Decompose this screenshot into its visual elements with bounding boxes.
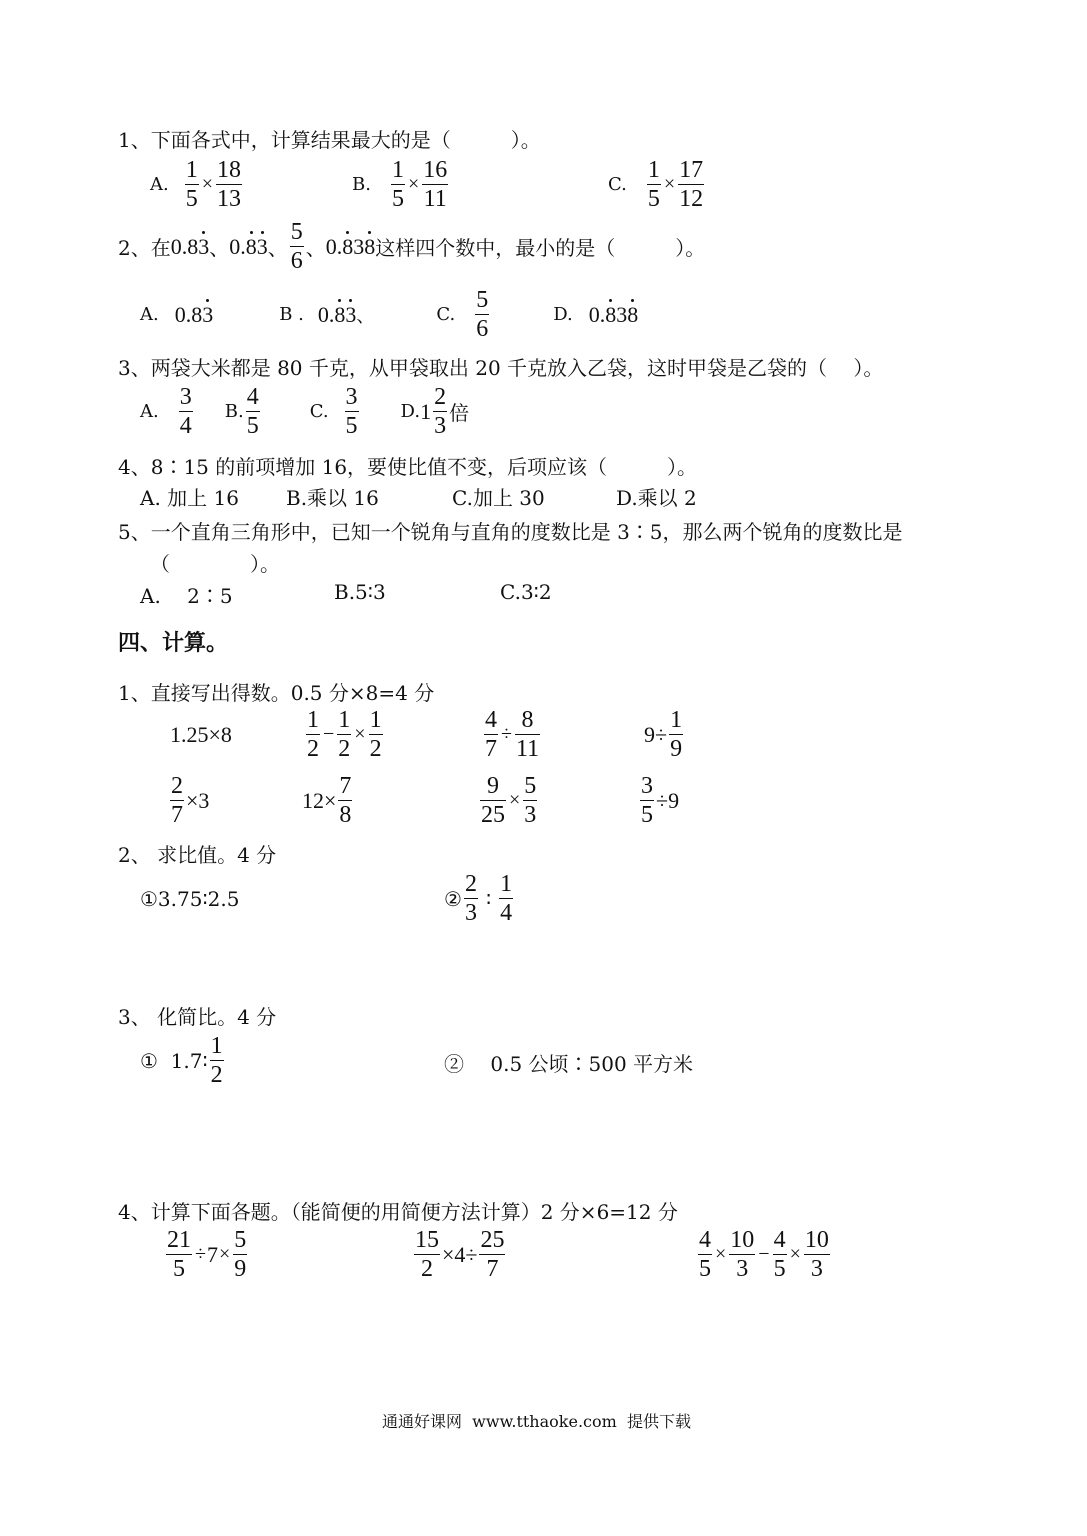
repeating-decimal: 0.83 <box>229 233 268 259</box>
part2-a: ①3.75∶2.5 <box>140 887 240 911</box>
expr-4: 9÷ $\frac{1}{9}$ <box>644 707 683 762</box>
q1-option-a: A. $\frac{1}{5}$ × $\frac{18}{13}$ <box>150 157 242 212</box>
fraction: $\frac{18}{13}$ <box>217 157 242 212</box>
q4-option-d: D.乘以 2 <box>616 486 697 510</box>
q3-text: 3、两袋大米都是 80 千克，从甲袋取出 20 千克放入乙袋，这时甲袋是乙袋的（ ）。 <box>118 356 884 380</box>
q4-option-a: A. 加上 16 <box>140 486 239 510</box>
expr-1: 1.25×8 <box>170 722 232 747</box>
fraction: $\frac{4}{5}$ <box>246 384 259 439</box>
repeating-decimal: 0.83 <box>170 233 210 259</box>
expr-8: $\frac{3}{5}$ ÷9 <box>641 773 680 828</box>
fraction: $\frac{3}{4}$ <box>179 384 192 439</box>
q4-text: 4、8∶15 的前项增加 16，要使比值不变，后项应该（ ）。 <box>118 455 698 479</box>
q4-option-c: C.加上 30 <box>452 486 545 510</box>
q4-option-b: B.乘以 16 <box>286 486 379 510</box>
fraction: $\frac{17}{12}$ <box>679 157 704 212</box>
section-title: 四、计算。 <box>118 630 229 656</box>
expr-3: $\frac{4}{7}$ ÷ $\frac{8}{11}$ <box>485 707 540 762</box>
fraction: $\frac{1}{5}$ <box>391 157 404 212</box>
fraction: $\frac{16}{11}$ <box>423 157 448 212</box>
fraction: $\frac{1}{5}$ <box>185 157 198 212</box>
q5-option-c: C.3∶2 <box>500 580 552 604</box>
repeating-decimal: 0.838 <box>325 233 376 259</box>
q1-text: 1、下面各式中，计算结果最大的是（ ）。 <box>118 128 541 152</box>
part4-expr-1: $\frac{21}{5}$ ÷ 7 × $\frac{5}{9}$ <box>167 1227 247 1282</box>
part3-title: 3、 化简比。4 分 <box>118 1005 277 1029</box>
expr-2: $\frac{1}{2}$ − $\frac{1}{2}$ × $\frac{1}{2}$ <box>307 707 382 762</box>
q2-text: 2、在 0.83 、 0.83 、 $\frac{5}{6}$ 、 0.838 这样四个数中，最小的是（ ）。 <box>118 219 706 274</box>
fraction: $\frac{5}{6}$ <box>290 219 303 274</box>
footer: 通通好课网 www.tthaoke.com 提供下载 <box>382 1412 691 1431</box>
part4-title: 4、计算下面各题。（能简便的用简便方法计算）2 分×6=12 分 <box>118 1200 678 1224</box>
q5-option-a: A. 2∶5 <box>140 584 233 608</box>
part4-expr-3: $\frac{4}{5}$ × $\frac{10}{3}$ − $\frac{4}{5}$ × $\frac{10}{3}$ <box>699 1227 829 1282</box>
expr-7: $\frac{9}{25}$ × $\frac{5}{3}$ <box>481 773 537 828</box>
q1-option-c: C. $\frac{1}{5}$ × $\frac{17}{12}$ <box>608 157 704 212</box>
q5-text: 5、一个直角三角形中，已知一个锐角与直角的度数比是 3∶5，那么两个锐角的度数比是 <box>118 520 903 544</box>
fraction: $\frac{3}{5}$ <box>345 384 358 439</box>
fraction: $\frac{2}{3}$ <box>434 384 447 439</box>
expr-6: 12× $\frac{7}{8}$ <box>302 773 352 828</box>
q1-option-b: B. $\frac{1}{5}$ × $\frac{16}{11}$ <box>352 157 448 212</box>
part3-a: ① 1.7∶ $\frac{1}{2}$ <box>140 1033 223 1088</box>
fraction: $\frac{5}{6}$ <box>476 287 489 342</box>
fraction: $\frac{1}{5}$ <box>647 157 660 212</box>
q5-option-b: B.5∶3 <box>334 580 386 604</box>
q2-options: A. 0.83 B . 0.83 、 C. $\frac{5}{6}$ D. 0.838 <box>140 287 639 342</box>
part2-b: ② $\frac{2}{3}$ ∶ $\frac{1}{4}$ <box>444 871 513 926</box>
part3-b: ② 0.5 公顷∶500 平方米 <box>444 1052 694 1076</box>
option-label: A. <box>150 174 169 195</box>
part1-title: 1、直接写出得数。0.5 分×8=4 分 <box>118 681 435 705</box>
q5-blank: （ ）。 <box>150 552 280 576</box>
expr-5: $\frac{2}{7}$ ×3 <box>171 773 210 828</box>
part2-title: 2、 求比值。4 分 <box>118 843 277 867</box>
q3-options: A. $\frac{3}{4}$ B. $\frac{4}{5}$ C. $\frac{3}{5}$ D. 1 $\frac{2}{3}$ 倍 <box>140 384 470 439</box>
part4-expr-2: $\frac{15}{2}$ ×4÷ $\frac{25}{7}$ <box>415 1227 505 1282</box>
